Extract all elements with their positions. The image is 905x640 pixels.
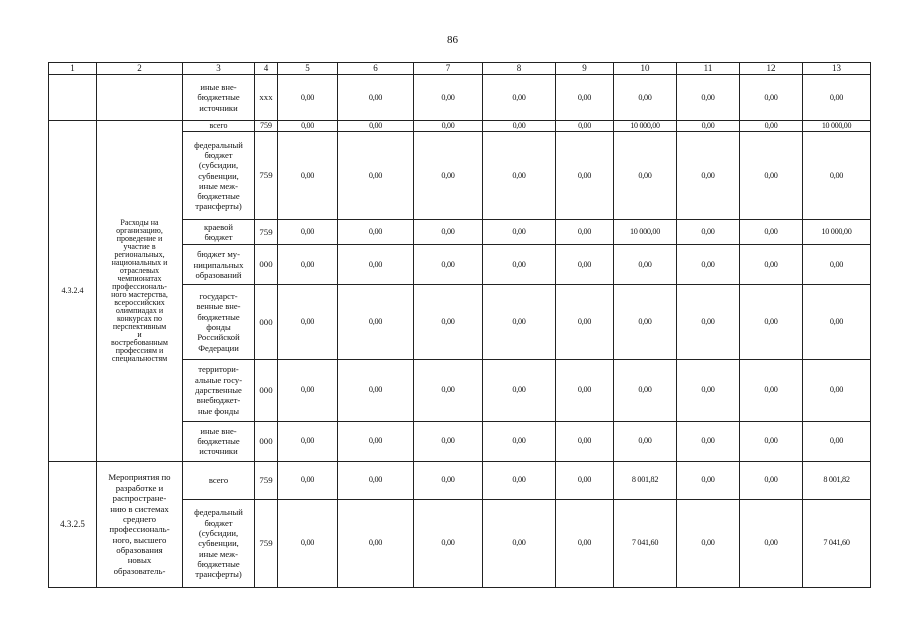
value-cell: 0,00 [677,245,740,285]
value-cell: 0,00 [803,285,871,359]
funding-source: бюджет му- ниципальных образований [183,245,255,285]
value-cell: 0,00 [556,499,614,587]
kbk-code: 759 [255,220,278,245]
value-cell: 0,00 [278,245,338,285]
value-cell: 0,00 [483,285,556,359]
value-cell: 0,00 [677,359,740,421]
value-cell: 0,00 [414,75,483,121]
page-number: 86 [447,34,458,46]
funding-source: краевой бюджет [183,220,255,245]
col-header-8: 8 [483,63,556,75]
value-cell: 0,00 [483,121,556,132]
kbk-code: 000 [255,245,278,285]
value-cell: 0,00 [414,359,483,421]
funding-source: государст- венные вне- бюджетные фонды Российской Федерации [183,285,255,359]
value-cell: 0,00 [278,359,338,421]
value-cell: 0,00 [614,75,677,121]
col-header-4: 4 [255,63,278,75]
funding-source: федеральный бюджет (субсидии, субвенции, иные меж- бюджетные трансферты) [183,132,255,220]
value-cell: 0,00 [556,132,614,220]
funding-source: федеральный бюджет (субсидии, субвенции, иные меж- бюджетные трансферты) [183,499,255,587]
col-header-1: 1 [49,63,97,75]
value-cell: 0,00 [803,75,871,121]
value-cell: 0,00 [556,121,614,132]
kbk-code: 759 [255,121,278,132]
table-row [49,75,871,121]
value-cell: 10 000,00 [803,220,871,245]
value-cell: 0,00 [614,285,677,359]
value-cell: 0,00 [677,421,740,461]
value-cell: 10 000,00 [614,121,677,132]
value-cell: 0,00 [414,220,483,245]
value-cell: 0,00 [278,461,338,499]
funding-source: территори- альные госу- дарственные внебюджет- ные фонды [183,359,255,421]
funding-source: всего [183,121,255,132]
value-cell: 0,00 [740,132,803,220]
value-cell: 0,00 [338,132,414,220]
value-cell: 0,00 [556,421,614,461]
item-name: Мероприятия по разработке и распростране- нию в системах среднего профессиональ- ного, высшего образования новых образователь- [97,461,183,587]
value-cell: 7 041,60 [614,499,677,587]
value-cell: 0,00 [740,75,803,121]
column-header-row [49,63,871,75]
value-cell: 0,00 [414,245,483,285]
value-cell: 0,00 [414,421,483,461]
kbk-code: 759 [255,132,278,220]
value-cell: 0,00 [556,461,614,499]
value-cell: 0,00 [740,220,803,245]
value-cell: 0,00 [278,499,338,587]
value-cell: 0,00 [338,461,414,499]
value-cell: 0,00 [556,245,614,285]
kbk-code: ххх [255,75,278,121]
value-cell: 0,00 [338,75,414,121]
value-cell: 0,00 [483,132,556,220]
value-cell: 0,00 [483,75,556,121]
col-header-3: 3 [183,63,255,75]
value-cell: 0,00 [740,121,803,132]
value-cell: 0,00 [740,461,803,499]
value-cell: 0,00 [740,421,803,461]
value-cell: 0,00 [278,121,338,132]
value-cell: 0,00 [803,359,871,421]
value-cell: 7 041,60 [803,499,871,587]
value-cell: 0,00 [740,359,803,421]
item-code: 4.3.2.4 [49,121,97,462]
value-cell: 0,00 [740,285,803,359]
value-cell: 8 001,82 [803,461,871,499]
value-cell: 0,00 [483,245,556,285]
value-cell: 0,00 [556,75,614,121]
value-cell: 0,00 [483,359,556,421]
value-cell: 0,00 [556,285,614,359]
col-header-7: 7 [414,63,483,75]
col-header-6: 6 [338,63,414,75]
value-cell: 0,00 [483,220,556,245]
value-cell: 0,00 [338,220,414,245]
value-cell: 0,00 [338,359,414,421]
value-cell: 10 000,00 [614,220,677,245]
value-cell: 0,00 [414,461,483,499]
item-code: 4.3.2.5 [49,461,97,587]
value-cell: 0,00 [338,121,414,132]
item-name: Расходы на организацию, проведение и участие в региональных, национальных и отраслевых чемпионатах профессиональ- ного мастерства, всероссийских олимпиадах и конкурсах по перспективным и востребованным профессиям и специальностям [97,121,183,462]
col-header-5: 5 [278,63,338,75]
value-cell: 0,00 [556,359,614,421]
value-cell: 0,00 [278,220,338,245]
value-cell: 0,00 [740,245,803,285]
budget-table [48,62,871,588]
value-cell: 0,00 [677,461,740,499]
kbk-code: 000 [255,421,278,461]
value-cell: 0,00 [614,359,677,421]
value-cell: 10 000,00 [803,121,871,132]
value-cell: 0,00 [278,132,338,220]
col-header-9: 9 [556,63,614,75]
value-cell: 0,00 [414,121,483,132]
col-header-12: 12 [740,63,803,75]
value-cell: 0,00 [614,132,677,220]
value-cell: 0,00 [677,285,740,359]
value-cell: 0,00 [677,220,740,245]
funding-source: всего [183,461,255,499]
table-row [49,121,871,132]
value-cell: 0,00 [483,421,556,461]
col-header-13: 13 [803,63,871,75]
value-cell: 0,00 [338,421,414,461]
value-cell: 0,00 [338,285,414,359]
value-cell: 0,00 [414,132,483,220]
value-cell: 0,00 [803,421,871,461]
value-cell: 0,00 [677,499,740,587]
value-cell: 0,00 [614,245,677,285]
value-cell: 0,00 [483,461,556,499]
value-cell: 0,00 [278,421,338,461]
value-cell: 0,00 [556,220,614,245]
kbk-code: 759 [255,499,278,587]
col-header-11: 11 [677,63,740,75]
value-cell: 0,00 [278,75,338,121]
kbk-code: 000 [255,285,278,359]
value-cell: 0,00 [803,132,871,220]
col-header-2: 2 [97,63,183,75]
value-cell: 0,00 [338,245,414,285]
value-cell: 0,00 [338,499,414,587]
value-cell: 0,00 [740,499,803,587]
value-cell: 0,00 [483,499,556,587]
kbk-code: 759 [255,461,278,499]
table-row [49,461,871,499]
value-cell: 0,00 [614,421,677,461]
kbk-code: 000 [255,359,278,421]
value-cell: 0,00 [677,121,740,132]
value-cell: 0,00 [677,75,740,121]
funding-source: иные вне- бюджетные источники [183,75,255,121]
value-cell: 0,00 [803,245,871,285]
value-cell: 8 001,82 [614,461,677,499]
col-header-10: 10 [614,63,677,75]
value-cell: 0,00 [278,285,338,359]
value-cell: 0,00 [414,499,483,587]
funding-source: иные вне- бюджетные источники [183,421,255,461]
value-cell: 0,00 [414,285,483,359]
value-cell: 0,00 [677,132,740,220]
